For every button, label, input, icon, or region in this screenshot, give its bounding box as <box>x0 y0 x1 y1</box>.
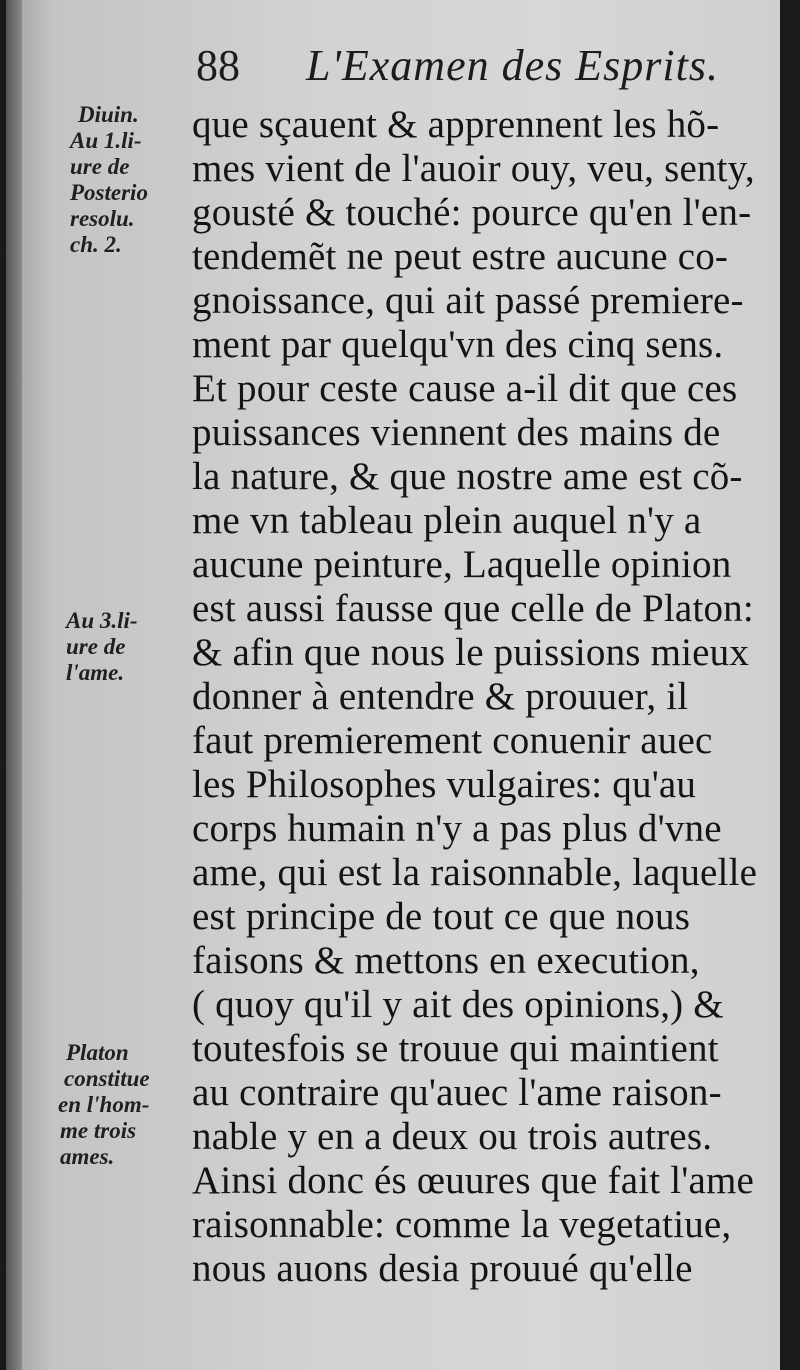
margin-note-line: Diuin. <box>78 102 139 127</box>
margin-note-line: ure de <box>66 634 126 659</box>
margin-note-line: Platon <box>66 1040 129 1065</box>
text-line: Ainsi donc és œuures que fait l'ame <box>192 1159 755 1202</box>
text-line: est principe de tout ce que nous <box>192 895 691 938</box>
text-line: corps humain n'y a pas plus d'vne <box>192 807 722 850</box>
text-line: aucune peinture, Laquelle opinion <box>192 543 732 586</box>
text-line: raisonnable: comme la vegetatiue, <box>192 1203 732 1246</box>
margin-note-3 <box>54 1040 150 1170</box>
text-line: tendemẽt ne peut estre aucune co- <box>192 235 729 278</box>
text-line: donner à entendre & prouuer, il <box>192 675 689 718</box>
margin-note-line: ch. 2. <box>70 232 122 257</box>
margin-note-line: ure de <box>70 154 130 179</box>
text-line: ment par quelqu'vn des cinq sens. <box>192 323 724 366</box>
page-spine-shadow <box>6 0 22 1370</box>
text-line: au contraire qu'auec l'ame raison- <box>192 1071 722 1114</box>
text-line: me vn tableau plein auquel n'y a <box>192 499 702 542</box>
text-line: la nature, & que nostre ame est cõ- <box>192 455 743 498</box>
margin-note-line: constitue <box>64 1066 150 1091</box>
running-title: L'Examen des Esprits. <box>306 41 719 90</box>
text-line: gousté & touché: pource qu'en l'en- <box>192 191 752 234</box>
text-line: mes vient de l'auoir ouy, veu, senty, <box>192 147 755 190</box>
text-line: ame, qui est la raisonnable, laquelle <box>192 851 758 894</box>
text-line: les Philosophes vulgaires: qu'au <box>192 763 697 806</box>
margin-note-line: ames. <box>60 1144 115 1169</box>
text-line: nous auons desia prouué qu'elle <box>192 1247 693 1290</box>
text-line: est aussi fausse que celle de Platon: <box>192 587 754 630</box>
text-line: ( quoy qu'il y ait des opinions,) & <box>192 983 724 1026</box>
text-line: que sçauent & apprennent les hõ- <box>192 103 720 146</box>
margin-note-line: resolu. <box>70 206 135 231</box>
text-line: Et pour ceste cause a-il dit que ces <box>192 367 738 410</box>
book-page <box>6 0 780 1370</box>
margin-note-2 <box>54 608 138 686</box>
page-number: 88 <box>196 41 240 90</box>
text-line: faisons & mettons en execution, <box>192 939 700 982</box>
text-line: faut premierement conuenir auec <box>192 719 713 762</box>
margin-note-line: Au 1.li- <box>70 128 142 153</box>
text-line: nable y en a deux ou trois autres. <box>192 1115 713 1158</box>
margin-note-line: me trois <box>60 1118 137 1143</box>
text-line: toutesfois se trouue qui maintient <box>192 1027 719 1070</box>
margin-note-line: Au 3.li- <box>66 608 138 633</box>
text-line: & afin que nous le puissions mieux <box>192 631 750 674</box>
page-header <box>6 30 780 100</box>
margin-note-line: Posterio <box>70 180 148 205</box>
margin-note-line: l'ame. <box>66 660 125 685</box>
text-line: puissances viennent des mains de <box>192 411 721 454</box>
text-line: gnoissance, qui ait passé premiere- <box>192 279 744 322</box>
margin-note-line: en l'hom- <box>58 1092 150 1117</box>
margin-note-1 <box>54 102 148 258</box>
